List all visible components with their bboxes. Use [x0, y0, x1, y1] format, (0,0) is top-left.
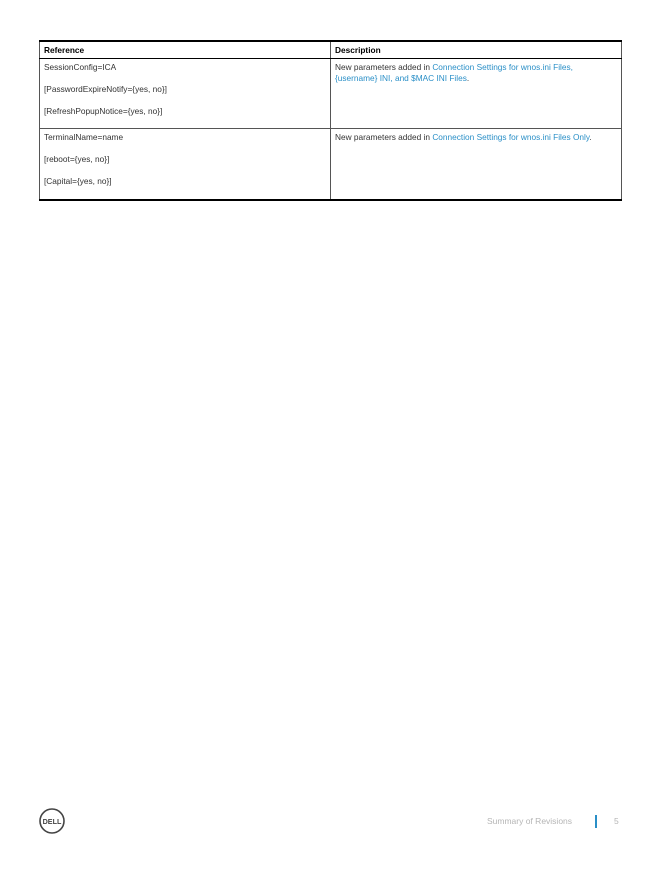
- description-text: New parameters added in: [335, 62, 433, 72]
- connection-settings-link[interactable]: Connection Settings for wnos.ini Files, {username} INI, and $MAC INI Files: [335, 62, 573, 83]
- revisions-table: [39, 40, 622, 201]
- table-row: [40, 59, 622, 129]
- footer-section-title: Summary of Revisions: [487, 816, 573, 826]
- connection-settings-link[interactable]: Connection Settings for wnos.ini Files Only: [432, 132, 590, 142]
- logo-text: DELL: [42, 816, 62, 826]
- reference-line: [PasswordExpireNotify={yes, no}]: [44, 84, 167, 94]
- description-cell: [331, 129, 622, 201]
- description-text: New parameters added in: [335, 132, 433, 142]
- column-header-reference: Reference: [40, 41, 331, 59]
- table-header-row: [40, 41, 622, 59]
- footer-divider: [595, 815, 597, 828]
- column-header-description: Description: [331, 41, 622, 59]
- reference-line: [reboot={yes, no}]: [44, 154, 110, 164]
- dell-logo: [39, 808, 65, 834]
- page-number: 5: [614, 816, 619, 826]
- description-cell: [331, 59, 622, 129]
- description-period: .: [466, 73, 470, 83]
- reference-line: SessionConfig=ICA: [44, 62, 117, 72]
- reference-line: [RefreshPopupNotice={yes, no}]: [44, 106, 163, 116]
- table-row: [40, 129, 622, 201]
- reference-cell: [40, 129, 331, 201]
- reference-line: [Capital={yes, no}]: [44, 176, 112, 186]
- reference-line: TerminalName=name: [44, 132, 124, 142]
- reference-cell: [40, 59, 331, 129]
- description-period: .: [589, 132, 592, 142]
